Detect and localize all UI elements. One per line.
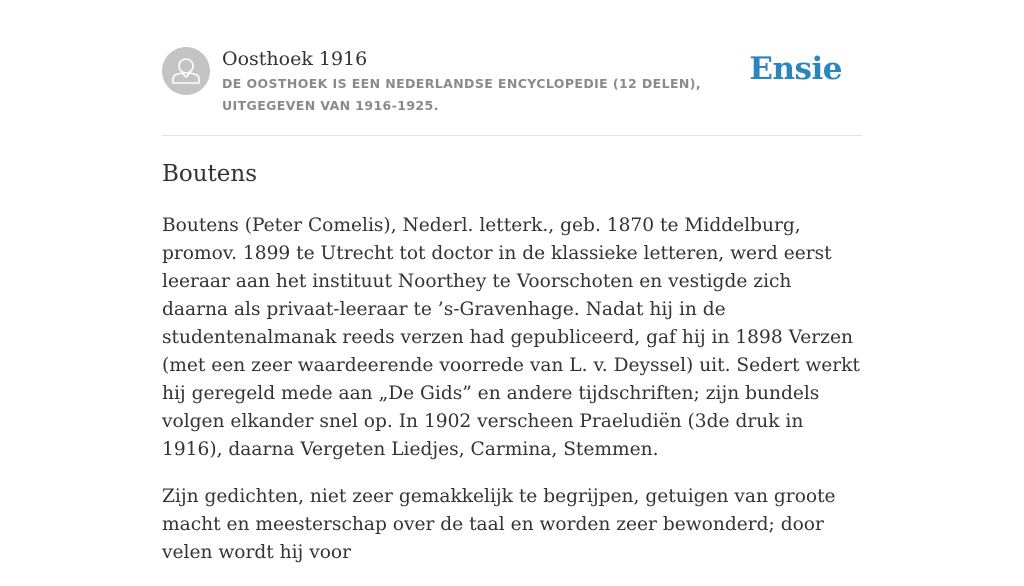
article-body — [162, 212, 862, 586]
article-paragraph: Zijn gedichten, niet zeer gemakkelijk te begrijpen, getuigen van groote macht en meesterschap over de taal en worden zeer bewonderd; door velen wordt hij voor — [162, 486, 836, 563]
avatar[interactable] — [162, 47, 210, 95]
source-header — [162, 47, 862, 135]
header-divider — [162, 135, 862, 136]
user-icon — [162, 47, 210, 95]
source-description: DE OOSTHOEK IS EEN NEDERLANDSE ENCYCLOPEDIE (12 DELEN), UITGEGEVEN VAN 1916-1925. — [222, 76, 702, 113]
ensie-logo[interactable]: Ensie — [749, 51, 842, 87]
article-paragraph: Boutens (Peter Comelis), Nederl. letterk., geb. 1870 te Middelburg, promov. 1899 te Utrecht tot doctor in de klassieke letteren, werd eerst leeraar aan het instituut Noorthey te Voorschoten en vestigde zich daarna als privaat-leeraar te ’s-Gravenhage. Nadat hij in de studentenalmanak reeds verzen had gepubliceerd, gaf hij in 1898 Verzen (met een zeer waardeerende voorrede van L. v. Deyssel) uit. Sedert werkt hij geregeld mede aan „De Gids” en andere tijdschriften; zijn bundels volgen elkander snel op. In 1902 verscheen Praeludiën (3de druk in 1916), daarna Vergeten Liedjes, Carmina, Stemmen. — [162, 215, 860, 460]
source-title[interactable]: Oosthoek 1916 — [222, 48, 368, 70]
article-title: Boutens — [162, 161, 258, 187]
